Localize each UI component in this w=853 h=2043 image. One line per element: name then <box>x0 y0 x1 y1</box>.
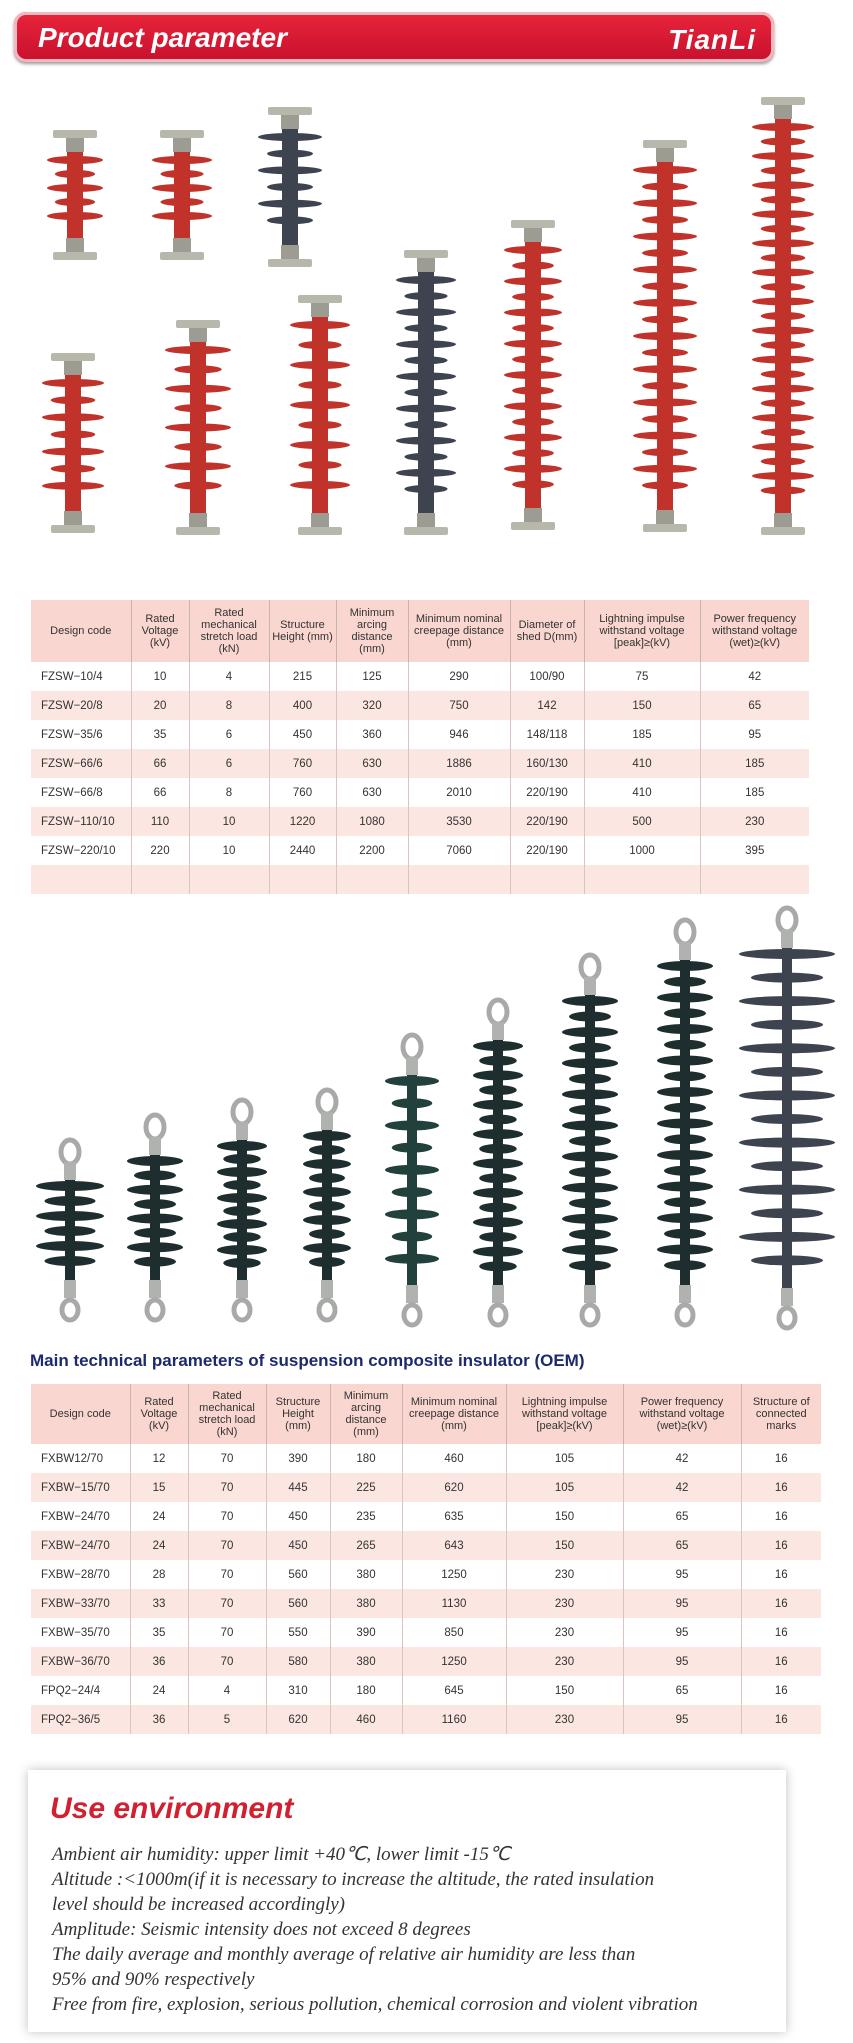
table-cell <box>336 865 408 894</box>
design-code-cell: FPQ2−24/4 <box>31 1676 130 1705</box>
table-cell: 125 <box>336 662 408 691</box>
table-cell: 150 <box>506 1676 623 1705</box>
table-cell: 360 <box>336 720 408 749</box>
table-cell: 100/90 <box>510 662 584 691</box>
table-cell: 16 <box>774 1626 788 1639</box>
red-post-insulator <box>633 140 697 532</box>
table-cell: 750 <box>408 691 510 720</box>
table-row <box>31 749 809 778</box>
design-code-cell: FPQ2−36/5 <box>31 1705 130 1734</box>
table-cell: 620 <box>266 1705 330 1734</box>
table-cell <box>700 865 809 894</box>
design-code-cell: FXBW−33/70 <box>31 1589 130 1618</box>
environment-line: Ambient air humidity: upper limit +40℃, lower limit -15℃ <box>52 1844 511 1865</box>
table-cell: 2200 <box>336 836 408 865</box>
table-cell: 220/190 <box>510 836 584 865</box>
table-cell: 35 <box>131 720 189 749</box>
col-header: Structure Height (mm) <box>269 600 336 662</box>
col-header: Power frequency withstand voltage (wet)≥(kV) <box>700 600 809 662</box>
table-cell: 560 <box>266 1589 330 1618</box>
table-cell: 180 <box>330 1676 402 1705</box>
table-cell: 230 <box>506 1560 623 1589</box>
table-row <box>31 1647 821 1676</box>
suspension-insulator <box>385 1035 439 1325</box>
suspension-insulator <box>127 1115 183 1320</box>
table-cell: 2440 <box>269 836 336 865</box>
table-cell: 95 <box>623 1647 741 1676</box>
table-cell: 560 <box>266 1560 330 1589</box>
table-cell: 16 <box>774 1510 788 1523</box>
table-cell: 400 <box>269 691 336 720</box>
table-cell: 16 <box>741 1705 821 1734</box>
table-cell: 230 <box>506 1647 623 1676</box>
table-cell: 70 <box>188 1531 266 1560</box>
table-cell: 95 <box>623 1589 741 1618</box>
table-cell: 16 <box>741 1647 821 1676</box>
table-cell <box>584 865 700 894</box>
table-row <box>31 778 809 807</box>
table-cell: 230 <box>506 1705 623 1734</box>
table-row <box>31 807 809 836</box>
col-header: Lightning impulse withstand voltage [peak]≥(kV) <box>584 600 700 662</box>
table-cell: 10 <box>131 662 189 691</box>
table-cell: 265 <box>330 1531 402 1560</box>
table-cell: 16 <box>774 1452 788 1465</box>
table-cell: 75 <box>584 662 700 691</box>
table-cell: 450 <box>266 1502 330 1531</box>
environment-line: Free from fire, explosion, serious pollution, chemical corrosion and violent vibration <box>52 1994 698 2015</box>
table-cell <box>189 865 269 894</box>
col-header: Rated mechanical stretch load (kN) <box>189 600 269 662</box>
table-row <box>31 691 809 720</box>
col-header: Rated Voltage (kV) <box>131 600 189 662</box>
table-cell: 390 <box>330 1618 402 1647</box>
table-cell: 5 <box>188 1705 266 1734</box>
table-cell: 148/118 <box>510 720 584 749</box>
red-post-insulator <box>47 130 103 260</box>
table-cell: 1000 <box>584 836 700 865</box>
table-cell: 230 <box>700 807 809 836</box>
table-cell: 185 <box>700 749 809 778</box>
design-code-cell: FZSW−66/6 <box>31 749 131 778</box>
table-cell: 550 <box>266 1618 330 1647</box>
table-cell: 760 <box>269 778 336 807</box>
table-cell: 230 <box>506 1618 623 1647</box>
suspension-insulator <box>657 920 713 1325</box>
col-header: Design code <box>31 600 131 662</box>
table-cell: 150 <box>584 691 700 720</box>
table-cell: 150 <box>506 1502 623 1531</box>
table-cell: 70 <box>188 1473 266 1502</box>
table-row <box>31 865 809 894</box>
table-cell: 310 <box>266 1676 330 1705</box>
table-cell: 15 <box>130 1473 188 1502</box>
red-post-insulator <box>42 353 104 533</box>
table-cell: 35 <box>130 1618 188 1647</box>
red-post-insulator <box>752 97 814 535</box>
table-cell: 65 <box>700 691 809 720</box>
table-cell: 36 <box>130 1647 188 1676</box>
table-cell: 12 <box>130 1444 188 1473</box>
table-cell: 42 <box>623 1444 741 1473</box>
table-cell: 95 <box>623 1618 741 1647</box>
table-cell: 16 <box>774 1568 788 1581</box>
table-row <box>31 1502 821 1531</box>
table-cell: 290 <box>408 662 510 691</box>
red-post-insulator <box>165 320 231 535</box>
table-cell: 7060 <box>408 836 510 865</box>
table-cell: 8 <box>189 778 269 807</box>
table-row <box>31 836 809 865</box>
table-cell: 6 <box>189 749 269 778</box>
col-header: Diameter of shed D(mm) <box>510 600 584 662</box>
col-header: Minimum arcing distance (mm) <box>336 600 408 662</box>
suspension-table-title: Main technical parameters of suspension composite insulator (OEM) <box>30 1351 585 1370</box>
table-cell: 16 <box>741 1531 821 1560</box>
design-code-cell: FZSW−110/10 <box>31 807 131 836</box>
table-cell: 66 <box>131 749 189 778</box>
table-row <box>31 1676 821 1705</box>
suspension-insulator <box>562 955 618 1325</box>
table-cell <box>131 865 189 894</box>
suspension-insulator <box>303 1090 351 1320</box>
use-environment-panel <box>28 1770 786 2032</box>
environment-line: Amplitude: Seismic intensity does not exceed 8 degrees <box>52 1919 471 1940</box>
table-cell <box>510 865 584 894</box>
table-cell: 1220 <box>269 807 336 836</box>
environment-line: The daily average and monthly average of relative air humidity are less than <box>52 1944 636 1965</box>
environment-line: level should be increased accordingly) <box>52 1894 345 1915</box>
table-row <box>31 1705 821 1734</box>
table-cell: 645 <box>402 1676 506 1705</box>
col-header: Rated Voltage (kV) <box>130 1384 188 1444</box>
table-cell: 42 <box>623 1473 741 1502</box>
table-cell: 1250 <box>402 1647 506 1676</box>
table-cell: 185 <box>745 786 765 799</box>
table-cell: 66 <box>131 778 189 807</box>
col-header: Minimum nominal creepage distance (mm) <box>408 600 510 662</box>
table-cell: 33 <box>130 1589 188 1618</box>
design-code-cell: FXBW−35/70 <box>31 1618 130 1647</box>
table-cell: 70 <box>188 1647 266 1676</box>
table-cell: 1080 <box>336 807 408 836</box>
table-cell: 65 <box>623 1531 741 1560</box>
table-row <box>31 662 809 691</box>
table-cell: 4 <box>188 1676 266 1705</box>
table-cell: 16 <box>774 1684 788 1697</box>
table-cell: 4 <box>189 662 269 691</box>
table-cell: 395 <box>745 844 765 857</box>
table-cell: 2010 <box>408 778 510 807</box>
suspension-insulator-table <box>31 1384 821 1734</box>
suspension-insulator <box>217 1100 267 1320</box>
table-cell: 70 <box>188 1589 266 1618</box>
table-cell: 220 <box>131 836 189 865</box>
environment-line: 95% and 90% respectively <box>52 1969 255 1990</box>
col-header: Structure Height (mm) <box>266 1384 330 1444</box>
table-cell: 24 <box>130 1531 188 1560</box>
table-cell: 105 <box>506 1444 623 1473</box>
gray-post-insulator <box>258 107 322 267</box>
table-cell <box>408 865 510 894</box>
table-cell: 225 <box>330 1473 402 1502</box>
table-cell: 380 <box>330 1560 402 1589</box>
table-cell: 28 <box>130 1560 188 1589</box>
environment-title: Use environment <box>50 1792 294 1825</box>
table-cell: 410 <box>584 749 700 778</box>
col-header: Design code <box>31 1384 130 1444</box>
design-code-cell: FZSW−220/10 <box>31 836 131 865</box>
table-cell: 220/190 <box>510 807 584 836</box>
table-cell: 380 <box>330 1589 402 1618</box>
table-cell: 70 <box>188 1560 266 1589</box>
design-code-cell: FXBW−36/70 <box>31 1647 130 1676</box>
table-cell: 160/130 <box>510 749 584 778</box>
col-header: Lightning impulse withstand voltage [peak]≥(kV) <box>506 1384 623 1444</box>
table-cell: 110 <box>131 807 189 836</box>
table-cell: 150 <box>506 1531 623 1560</box>
table-cell: 42 <box>748 670 762 683</box>
table-cell: 6 <box>189 720 269 749</box>
environment-line: Altitude :<1000m(if it is necessary to increase the altitude, the rated insulation <box>52 1869 655 1890</box>
table-cell: 460 <box>402 1444 506 1473</box>
design-code-cell: FXBW−24/70 <box>31 1502 130 1531</box>
table-cell: 20 <box>131 691 189 720</box>
design-code-cell: FZSW−20/8 <box>31 691 131 720</box>
red-post-insulator <box>290 295 350 535</box>
col-header: Structure of connected marks <box>741 1384 821 1444</box>
table-cell: 390 <box>266 1444 330 1473</box>
table-cell: 450 <box>269 720 336 749</box>
post-insulator-photos <box>0 85 853 545</box>
post-insulator-table <box>31 600 809 894</box>
table-cell: 65 <box>623 1676 741 1705</box>
col-header: Rated mechanical stretch load (kN) <box>188 1384 266 1444</box>
table-cell: 320 <box>336 691 408 720</box>
table-cell: 3530 <box>408 807 510 836</box>
table-row <box>31 1444 821 1473</box>
table-cell: 380 <box>330 1647 402 1676</box>
design-code-cell <box>31 865 131 894</box>
table-row <box>31 1618 821 1647</box>
table-row <box>31 1473 821 1502</box>
suspension-insulator <box>36 1140 104 1320</box>
table-cell: 65 <box>623 1502 741 1531</box>
table-cell: 445 <box>266 1473 330 1502</box>
design-code-cell: FZSW−10/4 <box>31 662 131 691</box>
design-code-cell: FXBW12/70 <box>31 1444 130 1473</box>
table-cell: 410 <box>584 778 700 807</box>
table-cell: 24 <box>130 1502 188 1531</box>
header-banner <box>14 12 774 62</box>
design-code-cell: FZSW−66/8 <box>31 778 131 807</box>
table-cell: 235 <box>330 1502 402 1531</box>
table-cell: 1160 <box>402 1705 506 1734</box>
table-row <box>31 720 809 749</box>
table-cell: 10 <box>189 807 269 836</box>
table-cell: 630 <box>336 749 408 778</box>
brand-logo: TianLi <box>668 24 756 55</box>
design-code-cell: FXBW−15/70 <box>31 1473 130 1502</box>
table-cell: 105 <box>506 1473 623 1502</box>
table-cell: 230 <box>506 1589 623 1618</box>
table-row <box>31 1589 821 1618</box>
table-cell: 185 <box>584 720 700 749</box>
design-code-cell: FZSW−35/6 <box>31 720 131 749</box>
design-code-cell: FXBW−24/70 <box>31 1531 130 1560</box>
table-row <box>31 1560 821 1589</box>
table-cell: 850 <box>402 1618 506 1647</box>
table-cell: 220/190 <box>510 778 584 807</box>
suspension-insulator-photos <box>0 900 853 1340</box>
table-cell: 460 <box>330 1705 402 1734</box>
table-cell: 10 <box>189 836 269 865</box>
table-cell: 142 <box>510 691 584 720</box>
suspension-insulator <box>739 908 835 1328</box>
col-header: Minimum nominal creepage distance (mm) <box>402 1384 506 1444</box>
table-cell <box>269 865 336 894</box>
table-cell: 16 <box>741 1473 821 1502</box>
gray-post-insulator <box>396 250 456 535</box>
table-cell: 635 <box>402 1502 506 1531</box>
table-cell: 580 <box>266 1647 330 1676</box>
table-cell: 95 <box>623 1705 741 1734</box>
table-cell: 946 <box>408 720 510 749</box>
suspension-insulator <box>473 1000 523 1325</box>
table-cell: 8 <box>189 691 269 720</box>
table-cell: 215 <box>269 662 336 691</box>
table-cell: 24 <box>130 1676 188 1705</box>
red-post-insulator <box>504 220 562 530</box>
table-cell: 1250 <box>402 1560 506 1589</box>
table-cell: 643 <box>402 1531 506 1560</box>
table-cell: 36 <box>130 1705 188 1734</box>
table-cell: 180 <box>330 1444 402 1473</box>
table-cell: 70 <box>188 1502 266 1531</box>
table-cell: 500 <box>584 807 700 836</box>
table-cell: 70 <box>188 1618 266 1647</box>
table-cell: 70 <box>188 1444 266 1473</box>
col-header: Power frequency withstand voltage (wet)≥(kV) <box>623 1384 741 1444</box>
col-header: Minimum arcing distance (mm) <box>330 1384 402 1444</box>
table-cell: 450 <box>266 1531 330 1560</box>
table-cell: 16 <box>741 1589 821 1618</box>
table-cell: 1886 <box>408 749 510 778</box>
table-cell: 95 <box>623 1560 741 1589</box>
table-cell: 630 <box>336 778 408 807</box>
red-post-insulator <box>152 130 212 260</box>
table-cell: 620 <box>402 1473 506 1502</box>
table-cell: 95 <box>748 728 762 741</box>
page-title: Product parameter <box>38 22 287 53</box>
environment-list <box>52 1842 782 2017</box>
table-cell: 1130 <box>402 1589 506 1618</box>
table-row <box>31 1531 821 1560</box>
table-cell: 760 <box>269 749 336 778</box>
design-code-cell: FXBW−28/70 <box>31 1560 130 1589</box>
